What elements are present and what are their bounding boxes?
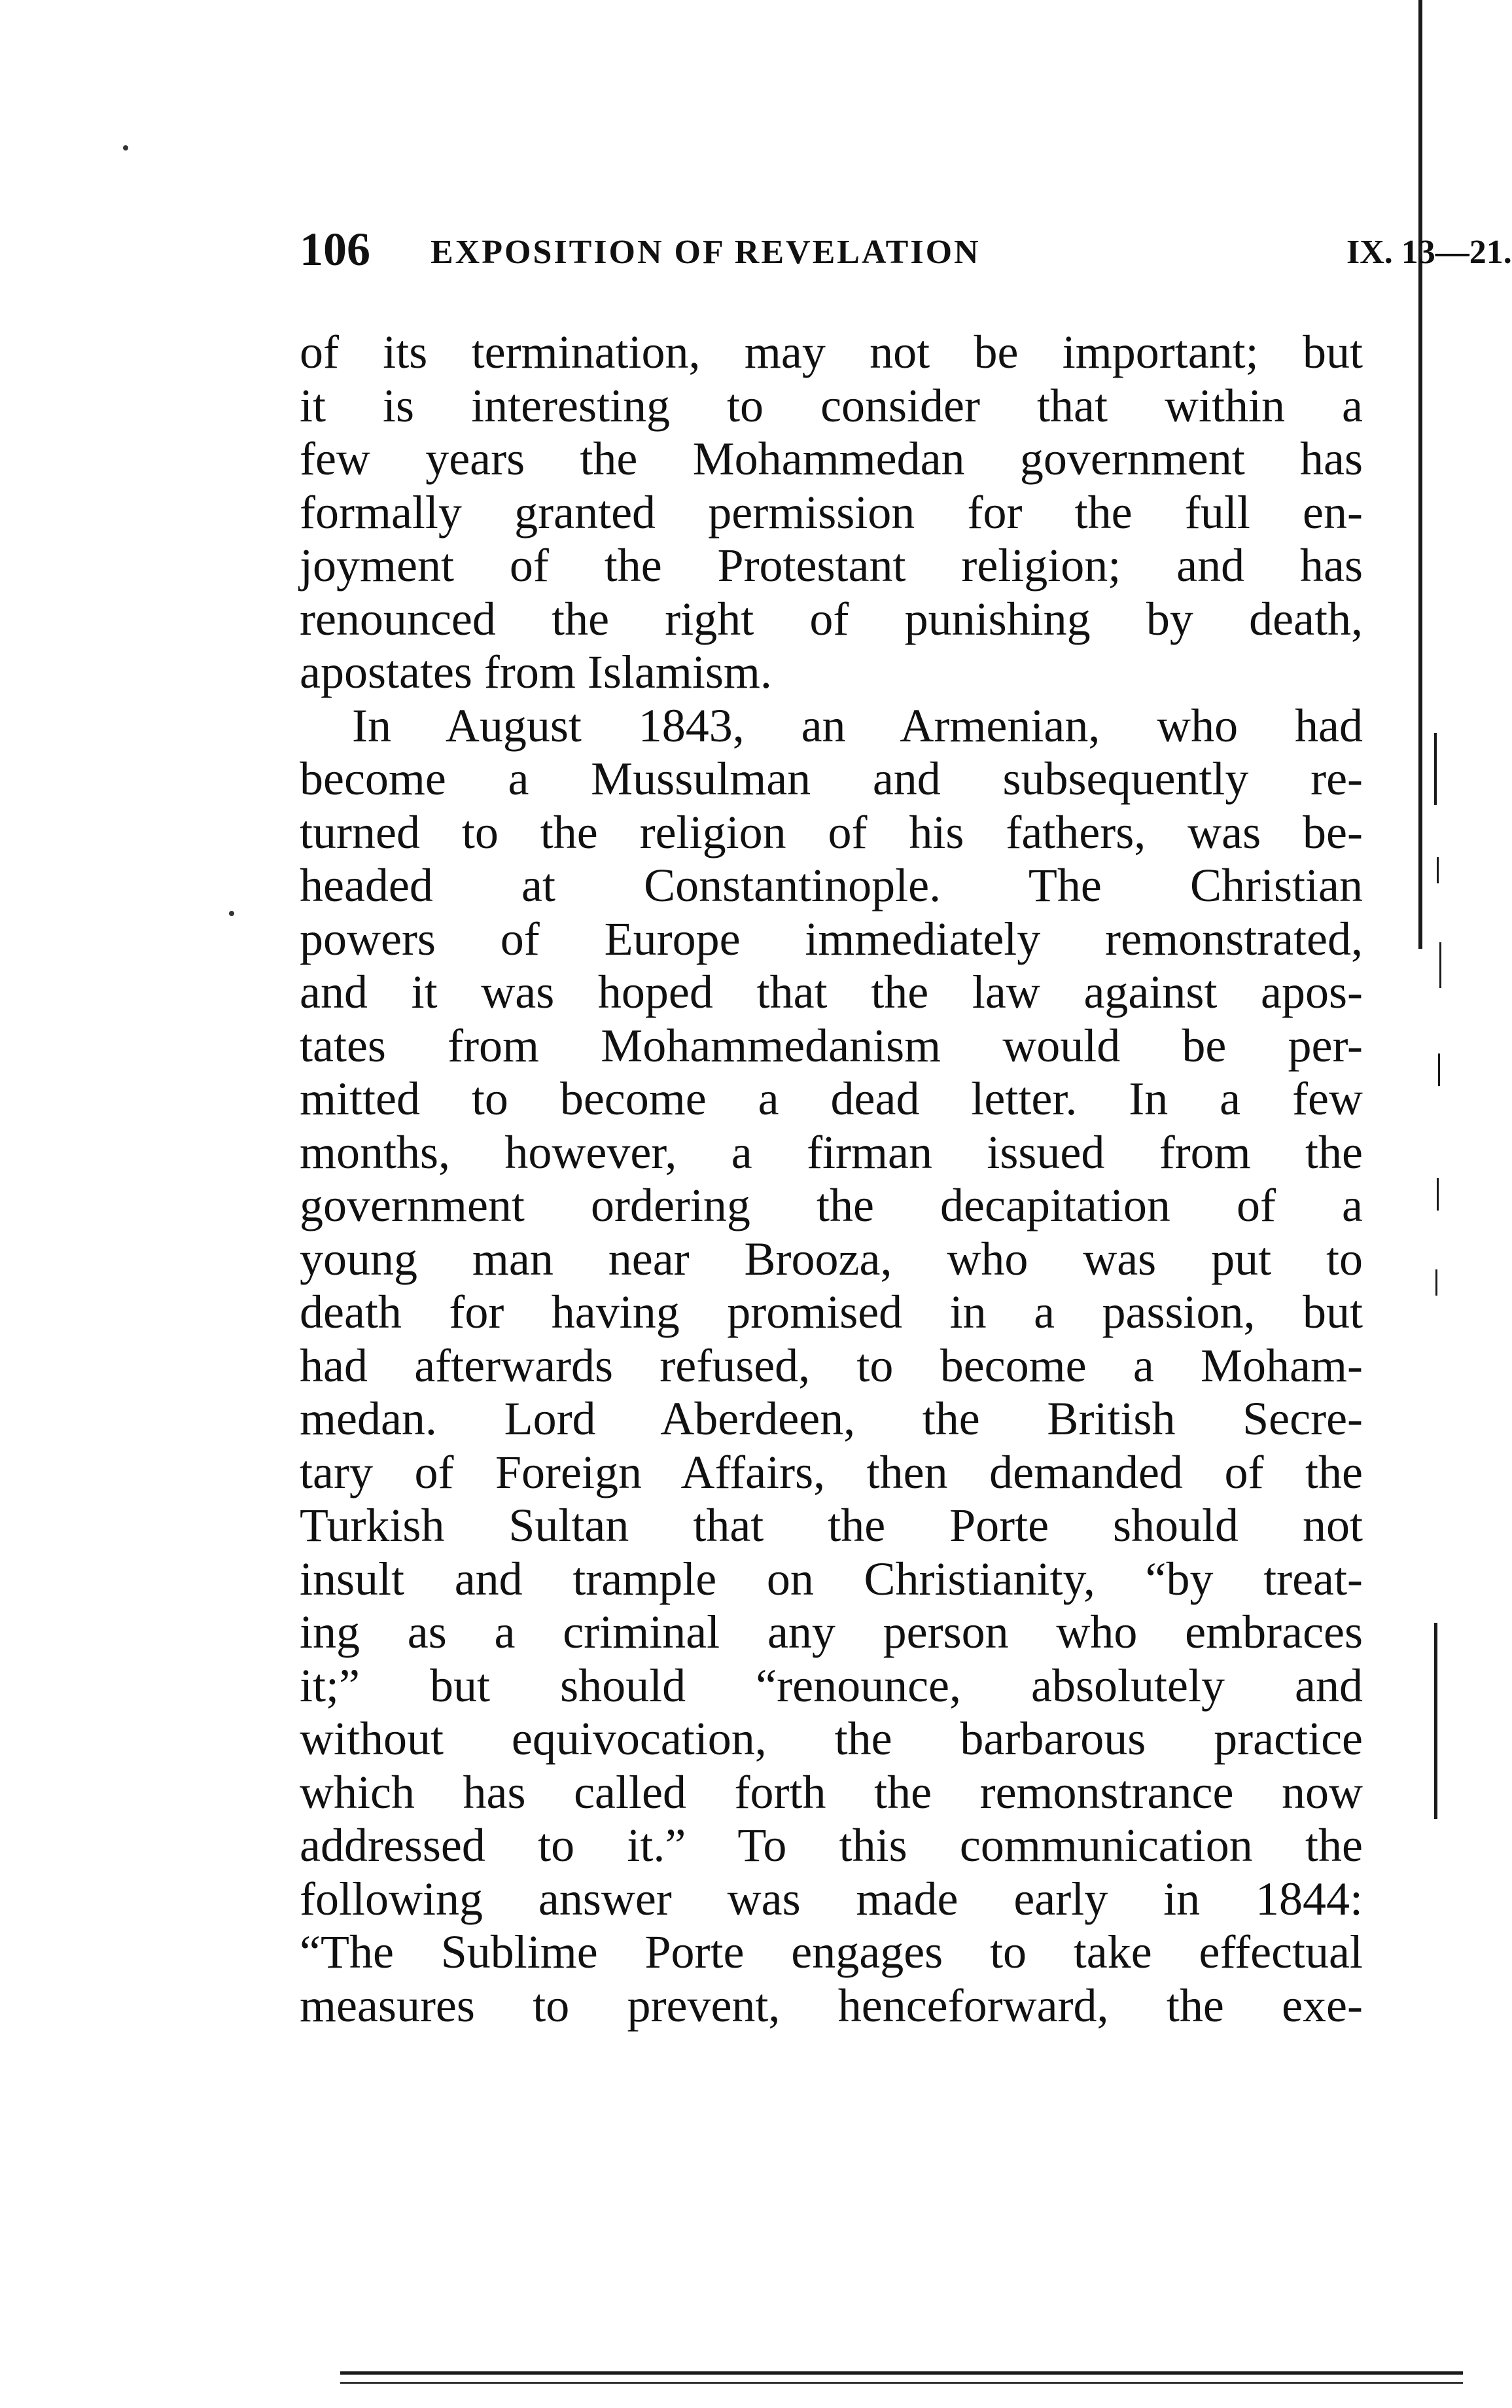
paragraph-1 [300,326,1363,699]
text-line: had afterwards refused, to become a Moham- [300,1339,1363,1392]
text-line: apostates from Islamism. [300,646,772,698]
margin-scan-mark [1435,1269,1437,1296]
text-line: “The Sublime Porte engages to take effectual [300,1926,1363,1978]
text-line: which has called forth the remonstrance now [300,1765,1363,1818]
margin-speck [123,145,128,150]
text-line: young man near Brooza, who was put to [300,1232,1363,1285]
running-header [300,220,1512,279]
margin-speck [229,911,234,916]
running-title: EXPOSITION OF REVELATION [431,234,981,271]
text-line: Turkish Sultan that the Porte should not [300,1499,1363,1551]
text-line: following answer was made early in 1844: [300,1872,1363,1925]
text-line: it;” but should “renounce, absolutely and [300,1659,1363,1712]
text-line: formally granted permission for the full en- [300,486,1363,539]
text-line: measures to prevent, henceforward, the exe- [300,1979,1363,2032]
text-line: joyment of the Protestant religion; and has [300,539,1363,592]
margin-scan-mark [1434,1623,1437,1819]
page-number: 106 [300,223,370,275]
text-line: of its termination, may not be important; but [300,326,1363,378]
margin-scan-mark [1439,942,1441,988]
chapter-reference: IX. 13—21. [1346,234,1512,271]
text-line: months, however, a firman issued from the [300,1125,1363,1178]
bottom-edge-line [340,2382,1463,2384]
text-line: mitted to become a dead letter. In a few [300,1072,1363,1125]
text-line: few years the Mohammedan government has [300,433,1363,485]
text-line: medan. Lord Aberdeen, the British Secre- [300,1392,1363,1445]
text-line: government ordering the decapitation of a [300,1179,1363,1231]
text-line: ing as a criminal any person who embraces [300,1606,1363,1658]
margin-scan-mark [1437,857,1439,883]
bottom-edge-line [340,2371,1463,2375]
margin-scan-mark [1438,1054,1440,1086]
text-line: insult and trample on Christianity, “by treat- [300,1552,1363,1605]
body-text [300,326,1363,2032]
text-line: headed at Constantinople. The Christian [300,859,1363,912]
text-line: become a Mussulman and subsequently re- [300,752,1363,805]
text-line: tates from Mohammedanism would be per- [300,1019,1363,1072]
page-edge-line [1418,0,1422,949]
margin-scan-mark [1437,1178,1439,1211]
text-line: without equivocation, the barbarous practice [300,1712,1363,1765]
margin-scan-mark [1434,733,1437,805]
text-line: death for having promised in a passion, but [300,1286,1363,1338]
text-line: turned to the religion of his fathers, was be- [300,806,1363,859]
text-line: it is interesting to consider that within a [300,379,1363,432]
text-line: powers of Europe immediately remonstrated, [300,912,1363,965]
text-line: renounced the right of punishing by death, [300,592,1363,645]
text-line: In August 1843, an Armenian, who had [352,699,1363,752]
text-line: and it was hoped that the law against apos- [300,966,1363,1018]
text-line: addressed to it.” To this communication the [300,1819,1363,1871]
paragraph-2 [300,699,1363,2033]
text-line: tary of Foreign Affairs, then demanded of the [300,1445,1363,1498]
